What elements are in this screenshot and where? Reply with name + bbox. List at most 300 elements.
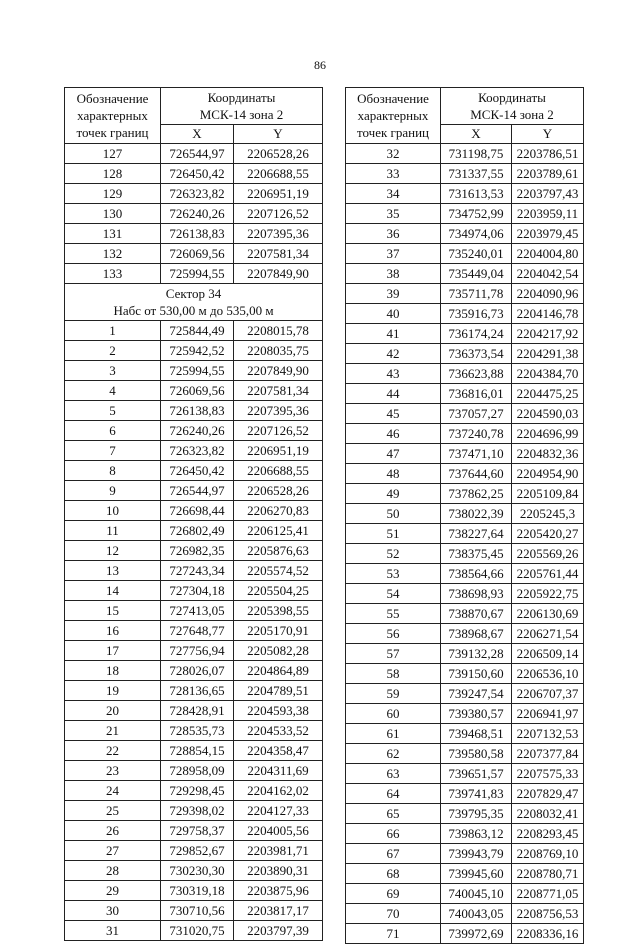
x-coordinate-cell: 726240,26 (161, 421, 234, 441)
x-coordinate-cell: 740043,05 (441, 904, 512, 924)
x-header: X (441, 124, 512, 143)
y-coordinate-cell: 2203979,45 (512, 224, 584, 244)
y-coordinate-cell: 2204090,96 (512, 284, 584, 304)
table-row (346, 664, 584, 684)
point-number-cell: 20 (65, 701, 161, 721)
point-number-cell: 11 (65, 521, 161, 541)
point-number-cell: 3 (65, 361, 161, 381)
y-coordinate-cell: 2203786,51 (512, 144, 584, 164)
point-number-cell: 12 (65, 541, 161, 561)
point-number-cell: 2 (65, 341, 161, 361)
point-number-cell: 131 (65, 224, 161, 244)
point-number-cell: 56 (346, 624, 441, 644)
point-number-cell: 21 (65, 721, 161, 741)
x-coordinate-cell: 739945,60 (441, 864, 512, 884)
point-number-cell: 128 (65, 164, 161, 184)
y-coordinate-cell: 2207126,52 (234, 421, 323, 441)
x-coordinate-cell: 739741,83 (441, 784, 512, 804)
x-coordinate-cell: 728535,73 (161, 721, 234, 741)
x-coordinate-cell: 739972,69 (441, 924, 512, 944)
x-coordinate-cell: 738375,45 (441, 544, 512, 564)
point-number-cell: 67 (346, 844, 441, 864)
y-coordinate-cell: 2207395,36 (234, 401, 323, 421)
point-number-cell: 66 (346, 824, 441, 844)
x-coordinate-cell: 726138,83 (161, 224, 234, 244)
x-coordinate-cell: 739468,51 (441, 724, 512, 744)
point-number-cell: 130 (65, 204, 161, 224)
y-coordinate-cell: 2204384,70 (512, 364, 584, 384)
table-row (346, 644, 584, 664)
y-coordinate-cell: 2205420,27 (512, 524, 584, 544)
table-row (65, 621, 323, 641)
point-number-cell: 132 (65, 244, 161, 264)
x-coordinate-cell: 729398,02 (161, 801, 234, 821)
x-coordinate-cell: 729758,37 (161, 821, 234, 841)
y-coordinate-cell: 2206130,69 (512, 604, 584, 624)
table-row (346, 184, 584, 204)
y-coordinate-cell: 2204590,03 (512, 404, 584, 424)
page-number: 86 (314, 58, 326, 72)
table-row (65, 761, 323, 781)
point-number-cell: 18 (65, 661, 161, 681)
x-coordinate-cell: 735240,01 (441, 244, 512, 264)
point-number-cell: 52 (346, 544, 441, 564)
x-coordinate-cell: 737057,27 (441, 404, 512, 424)
table-row (346, 824, 584, 844)
point-number-cell: 24 (65, 781, 161, 801)
table-row (346, 764, 584, 784)
y-coordinate-cell: 2208293,45 (512, 824, 584, 844)
point-number-cell: 17 (65, 641, 161, 661)
table-row (346, 604, 584, 624)
y-coordinate-cell: 2205398,55 (234, 601, 323, 621)
x-coordinate-cell: 727648,77 (161, 621, 234, 641)
point-number-cell: 45 (346, 404, 441, 424)
point-number-cell: 49 (346, 484, 441, 504)
x-coordinate-cell: 731337,55 (441, 164, 512, 184)
table-row (65, 701, 323, 721)
table-row (65, 721, 323, 741)
y-coordinate-cell: 2204832,36 (512, 444, 584, 464)
x-coordinate-cell: 737862,25 (441, 484, 512, 504)
y-coordinate-cell: 2208035,75 (234, 341, 323, 361)
y-coordinate-cell: 2204291,38 (512, 344, 584, 364)
y-coordinate-cell: 2205569,26 (512, 544, 584, 564)
y-coordinate-cell: 2204954,90 (512, 464, 584, 484)
x-coordinate-cell: 727243,34 (161, 561, 234, 581)
point-number-cell: 13 (65, 561, 161, 581)
x-coordinate-cell: 737644,60 (441, 464, 512, 484)
table-row (65, 901, 323, 921)
sector-caption (65, 284, 323, 321)
point-number-cell: 15 (65, 601, 161, 621)
y-coordinate-cell: 2204146,78 (512, 304, 584, 324)
point-number-cell: 4 (65, 381, 161, 401)
table-row (65, 144, 323, 164)
x-coordinate-cell: 738227,64 (441, 524, 512, 544)
table-row (346, 304, 584, 324)
table-row (346, 584, 584, 604)
x-coordinate-cell: 735916,73 (441, 304, 512, 324)
x-coordinate-cell: 726982,35 (161, 541, 234, 561)
y-coordinate-cell: 2203875,96 (234, 881, 323, 901)
y-coordinate-cell: 2204533,52 (234, 721, 323, 741)
y-coordinate-cell: 2206509,14 (512, 644, 584, 664)
x-coordinate-cell: 730230,30 (161, 861, 234, 881)
table-row (346, 364, 584, 384)
y-coordinate-cell: 2207581,34 (234, 244, 323, 264)
x-coordinate-cell: 738870,67 (441, 604, 512, 624)
table-row (65, 381, 323, 401)
y-coordinate-cell: 2204042,54 (512, 264, 584, 284)
point-number-cell: 53 (346, 564, 441, 584)
y-coordinate-cell: 2203890,31 (234, 861, 323, 881)
point-number-cell: 63 (346, 764, 441, 784)
table-row (65, 681, 323, 701)
table-row (346, 544, 584, 564)
table-row (65, 881, 323, 901)
x-coordinate-cell: 725994,55 (161, 264, 234, 284)
point-number-cell: 55 (346, 604, 441, 624)
y-coordinate-cell: 2205761,44 (512, 564, 584, 584)
point-number-cell: 65 (346, 804, 441, 824)
table-row (346, 464, 584, 484)
y-coordinate-cell: 2205876,63 (234, 541, 323, 561)
point-number-cell: 59 (346, 684, 441, 704)
x-coordinate-cell: 736623,88 (441, 364, 512, 384)
point-number-cell: 60 (346, 704, 441, 724)
point-number-cell: 14 (65, 581, 161, 601)
x-coordinate-cell: 738698,93 (441, 584, 512, 604)
point-number-cell: 9 (65, 481, 161, 501)
x-coordinate-cell: 731198,75 (441, 144, 512, 164)
coordinates-header: Координаты МСК-14 зона 2 (161, 88, 323, 125)
table-row (346, 684, 584, 704)
y-coordinate-cell: 2204789,51 (234, 681, 323, 701)
table-row (346, 144, 584, 164)
point-number-cell: 41 (346, 324, 441, 344)
y-coordinate-cell: 2207132,53 (512, 724, 584, 744)
y-coordinate-cell: 2207377,84 (512, 744, 584, 764)
point-number-cell: 37 (346, 244, 441, 264)
x-coordinate-cell: 726323,82 (161, 184, 234, 204)
point-number-cell: 54 (346, 584, 441, 604)
table-row (346, 524, 584, 544)
point-number-cell: 35 (346, 204, 441, 224)
point-number-cell: 57 (346, 644, 441, 664)
x-coordinate-cell: 729298,45 (161, 781, 234, 801)
table-row (346, 164, 584, 184)
y-coordinate-cell: 2204217,92 (512, 324, 584, 344)
x-coordinate-cell: 726323,82 (161, 441, 234, 461)
point-number-cell: 29 (65, 881, 161, 901)
x-coordinate-cell: 728854,15 (161, 741, 234, 761)
table-row (65, 461, 323, 481)
table-row (346, 924, 584, 944)
table-row (346, 724, 584, 744)
y-header: Y (512, 124, 584, 143)
x-coordinate-cell: 728136,65 (161, 681, 234, 701)
x-coordinate-cell: 725994,55 (161, 361, 234, 381)
point-number-cell: 32 (346, 144, 441, 164)
y-coordinate-cell: 2208756,53 (512, 904, 584, 924)
y-coordinate-cell: 2203797,43 (512, 184, 584, 204)
table-row (65, 481, 323, 501)
x-coordinate-cell: 736174,24 (441, 324, 512, 344)
y-coordinate-cell: 2205170,91 (234, 621, 323, 641)
point-number-cell: 47 (346, 444, 441, 464)
point-number-cell: 46 (346, 424, 441, 444)
table-row (65, 164, 323, 184)
x-coordinate-cell: 739943,79 (441, 844, 512, 864)
table-row (346, 844, 584, 864)
y-coordinate-cell: 2206688,55 (234, 461, 323, 481)
table-row (65, 361, 323, 381)
table-row (65, 601, 323, 621)
table-row (346, 264, 584, 284)
x-coordinate-cell: 737240,78 (441, 424, 512, 444)
x-coordinate-cell: 726240,26 (161, 204, 234, 224)
y-coordinate-cell: 2207395,36 (234, 224, 323, 244)
y-coordinate-cell: 2204127,33 (234, 801, 323, 821)
point-number-cell: 7 (65, 441, 161, 461)
table-row (346, 424, 584, 444)
y-coordinate-cell: 2204696,99 (512, 424, 584, 444)
table-row (65, 264, 323, 284)
table-row (65, 921, 323, 941)
point-number-cell: 22 (65, 741, 161, 761)
y-coordinate-cell: 2206951,19 (234, 184, 323, 204)
y-coordinate-cell: 2207849,90 (234, 264, 323, 284)
table-row (65, 641, 323, 661)
y-coordinate-cell: 2206270,83 (234, 501, 323, 521)
x-coordinate-cell: 727413,05 (161, 601, 234, 621)
table-row (346, 484, 584, 504)
y-coordinate-cell: 2203981,71 (234, 841, 323, 861)
table-row (346, 804, 584, 824)
table-row (346, 404, 584, 424)
table-row (65, 244, 323, 264)
designation-header: Обозначение характерных точек границ (65, 88, 161, 144)
x-coordinate-cell: 734752,99 (441, 204, 512, 224)
sector-title: Сектор 34 (165, 286, 222, 301)
y-coordinate-cell: 2204864,89 (234, 661, 323, 681)
y-coordinate-cell: 2206951,19 (234, 441, 323, 461)
coordinates-header: Координаты МСК-14 зона 2 (441, 88, 584, 125)
table-row (346, 624, 584, 644)
table-row (346, 504, 584, 524)
x-coordinate-cell: 726450,42 (161, 461, 234, 481)
coordinates-table-left (64, 87, 323, 941)
table-row (346, 284, 584, 304)
table-row (65, 321, 323, 341)
y-coordinate-cell: 2203959,11 (512, 204, 584, 224)
table-row (346, 884, 584, 904)
x-coordinate-cell: 726544,97 (161, 481, 234, 501)
y-coordinate-cell: 2206271,54 (512, 624, 584, 644)
x-coordinate-cell: 739150,60 (441, 664, 512, 684)
y-coordinate-cell: 2206707,37 (512, 684, 584, 704)
y-coordinate-cell: 2204005,56 (234, 821, 323, 841)
table-row (65, 401, 323, 421)
x-coordinate-cell: 735711,78 (441, 284, 512, 304)
table-row (346, 224, 584, 244)
y-coordinate-cell: 2206941,97 (512, 704, 584, 724)
point-number-cell: 129 (65, 184, 161, 204)
point-number-cell: 5 (65, 401, 161, 421)
table-row (346, 204, 584, 224)
x-coordinate-cell: 738968,67 (441, 624, 512, 644)
y-coordinate-cell: 2207575,33 (512, 764, 584, 784)
x-coordinate-cell: 739651,57 (441, 764, 512, 784)
y-coordinate-cell: 2205922,75 (512, 584, 584, 604)
x-coordinate-cell: 727756,94 (161, 641, 234, 661)
point-number-cell: 62 (346, 744, 441, 764)
table-row (65, 541, 323, 561)
x-coordinate-cell: 738022,39 (441, 504, 512, 524)
point-number-cell: 19 (65, 681, 161, 701)
point-number-cell: 38 (346, 264, 441, 284)
x-coordinate-cell: 725942,52 (161, 341, 234, 361)
point-number-cell: 16 (65, 621, 161, 641)
point-number-cell: 69 (346, 884, 441, 904)
point-number-cell: 6 (65, 421, 161, 441)
x-coordinate-cell: 726802,49 (161, 521, 234, 541)
y-coordinate-cell: 2205504,25 (234, 581, 323, 601)
y-coordinate-cell: 2205109,84 (512, 484, 584, 504)
y-coordinate-cell: 2207849,90 (234, 361, 323, 381)
table-row (346, 564, 584, 584)
point-number-cell: 127 (65, 144, 161, 164)
y-header: Y (234, 124, 323, 143)
x-coordinate-cell: 737471,10 (441, 444, 512, 464)
y-coordinate-cell: 2208032,41 (512, 804, 584, 824)
table-row (65, 821, 323, 841)
point-number-cell: 43 (346, 364, 441, 384)
x-coordinate-cell: 725844,49 (161, 321, 234, 341)
table-row (346, 244, 584, 264)
table-row (65, 521, 323, 541)
x-coordinate-cell: 739132,28 (441, 644, 512, 664)
y-coordinate-cell: 2203789,61 (512, 164, 584, 184)
point-number-cell: 1 (65, 321, 161, 341)
y-coordinate-cell: 2206528,26 (234, 481, 323, 501)
x-coordinate-cell: 740045,10 (441, 884, 512, 904)
y-coordinate-cell: 2204475,25 (512, 384, 584, 404)
point-number-cell: 71 (346, 924, 441, 944)
y-coordinate-cell: 2203797,39 (234, 921, 323, 941)
point-number-cell: 10 (65, 501, 161, 521)
y-coordinate-cell: 2208015,78 (234, 321, 323, 341)
x-coordinate-cell: 739580,58 (441, 744, 512, 764)
table-row (346, 784, 584, 804)
x-coordinate-cell: 726069,56 (161, 381, 234, 401)
x-coordinate-cell: 726450,42 (161, 164, 234, 184)
x-coordinate-cell: 730710,56 (161, 901, 234, 921)
x-coordinate-cell: 739863,12 (441, 824, 512, 844)
y-coordinate-cell: 2208769,10 (512, 844, 584, 864)
table-row (346, 324, 584, 344)
point-number-cell: 44 (346, 384, 441, 404)
table-row (65, 661, 323, 681)
y-coordinate-cell: 2204004,80 (512, 244, 584, 264)
y-coordinate-cell: 2207829,47 (512, 784, 584, 804)
x-coordinate-cell: 726544,97 (161, 144, 234, 164)
point-number-cell: 27 (65, 841, 161, 861)
right-rows (346, 144, 584, 944)
table-row (346, 744, 584, 764)
y-coordinate-cell: 2203817,17 (234, 901, 323, 921)
point-number-cell: 50 (346, 504, 441, 524)
point-number-cell: 42 (346, 344, 441, 364)
x-coordinate-cell: 727304,18 (161, 581, 234, 601)
y-coordinate-cell: 2206528,26 (234, 144, 323, 164)
y-coordinate-cell: 2204311,69 (234, 761, 323, 781)
point-number-cell: 26 (65, 821, 161, 841)
table-row (65, 224, 323, 244)
point-number-cell: 64 (346, 784, 441, 804)
point-number-cell: 28 (65, 861, 161, 881)
table-row (346, 344, 584, 364)
table-row (346, 384, 584, 404)
y-coordinate-cell: 2204358,47 (234, 741, 323, 761)
x-coordinate-cell: 730319,18 (161, 881, 234, 901)
point-number-cell: 133 (65, 264, 161, 284)
point-number-cell: 70 (346, 904, 441, 924)
point-number-cell: 34 (346, 184, 441, 204)
point-number-cell: 30 (65, 901, 161, 921)
y-coordinate-cell: 2206688,55 (234, 164, 323, 184)
y-coordinate-cell: 2208336,16 (512, 924, 584, 944)
table-row (65, 561, 323, 581)
table-row (65, 204, 323, 224)
table-row (346, 864, 584, 884)
x-coordinate-cell: 726138,83 (161, 401, 234, 421)
table-row (346, 444, 584, 464)
x-coordinate-cell: 738564,66 (441, 564, 512, 584)
x-coordinate-cell: 728026,07 (161, 661, 234, 681)
y-coordinate-cell: 2207126,52 (234, 204, 323, 224)
left-bottom-rows (65, 321, 323, 941)
x-coordinate-cell: 734974,06 (441, 224, 512, 244)
left-top-rows (65, 144, 323, 284)
x-coordinate-cell: 736816,01 (441, 384, 512, 404)
table-row (65, 581, 323, 601)
coordinates-table-right (345, 87, 584, 944)
x-coordinate-cell: 731613,53 (441, 184, 512, 204)
point-number-cell: 58 (346, 664, 441, 684)
table-row (65, 781, 323, 801)
table-row (65, 184, 323, 204)
x-coordinate-cell: 728428,91 (161, 701, 234, 721)
table-row (65, 801, 323, 821)
point-number-cell: 40 (346, 304, 441, 324)
point-number-cell: 48 (346, 464, 441, 484)
x-coordinate-cell: 739247,54 (441, 684, 512, 704)
table-row (65, 861, 323, 881)
x-header: X (161, 124, 234, 143)
point-number-cell: 33 (346, 164, 441, 184)
x-coordinate-cell: 736373,54 (441, 344, 512, 364)
x-coordinate-cell: 729852,67 (161, 841, 234, 861)
y-coordinate-cell: 2205574,52 (234, 561, 323, 581)
table-row (65, 441, 323, 461)
x-coordinate-cell: 735449,04 (441, 264, 512, 284)
point-number-cell: 51 (346, 524, 441, 544)
designation-header: Обозначение характерных точек границ (346, 88, 441, 144)
x-coordinate-cell: 739795,35 (441, 804, 512, 824)
x-coordinate-cell: 726698,44 (161, 501, 234, 521)
